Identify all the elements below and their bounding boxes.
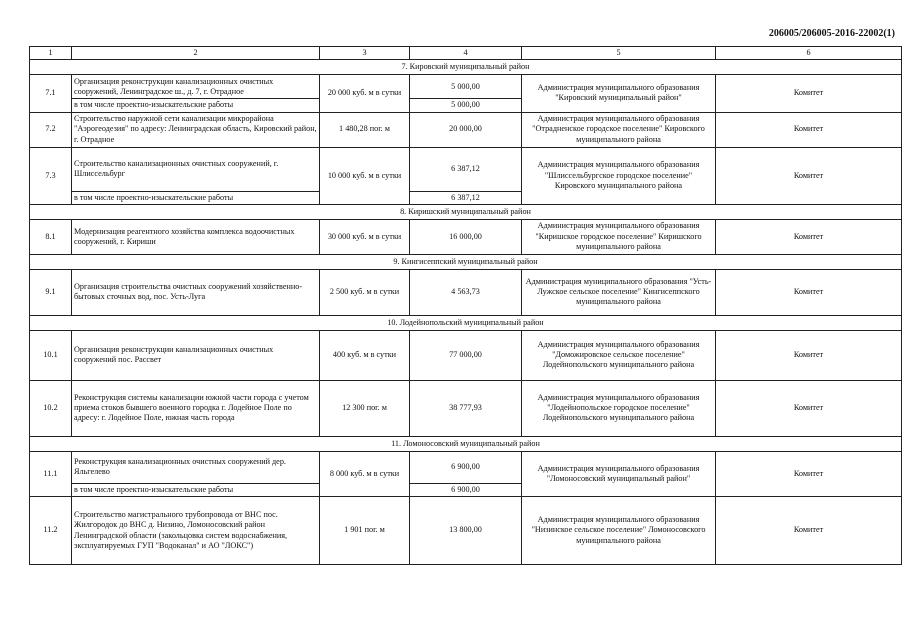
section-row xyxy=(30,315,902,330)
object-name: Организация реконструкции канализационных очистных сооружений, Ленинградское ш., д. 7, г. Отрадное xyxy=(72,75,320,99)
header-cell: 5 xyxy=(522,47,716,60)
section-title: 9. Кингисеппский муниципальный район xyxy=(30,254,902,269)
capacity: 30 000 куб. м в сутки xyxy=(320,219,410,254)
administration: Администрация муниципального образования "Киришское городское поселение" Киришского муниципального района xyxy=(522,219,716,254)
executor: Комитет xyxy=(716,451,902,496)
table-row xyxy=(30,330,902,380)
table-row xyxy=(30,147,902,191)
amount: 38 777,93 xyxy=(410,380,522,436)
table-row xyxy=(30,75,902,99)
sub-work-name: в том числе проектно-изыскательские работы xyxy=(72,483,320,496)
object-name: Организация реконструкции канализационных очистных сооружений пос. Рассвет xyxy=(72,330,320,380)
object-name: Организация строительства очистных сооружений хозяйственно-бытовых сточных вод, пос. Усть-Луга xyxy=(72,269,320,315)
section-title: 7. Кировский муниципальный район xyxy=(30,60,902,75)
section-title: 11. Ломоносовский муниципальный район xyxy=(30,436,902,451)
row-number: 9.1 xyxy=(30,269,72,315)
program-table xyxy=(29,46,902,565)
executor: Комитет xyxy=(716,380,902,436)
amount: 16 000,00 xyxy=(410,219,522,254)
executor: Комитет xyxy=(716,75,902,112)
header-cell: 2 xyxy=(72,47,320,60)
header-cell: 6 xyxy=(716,47,902,60)
administration: Администрация муниципального образования "Отрадненское городское поселение" Кировского муниципального района xyxy=(522,112,716,147)
executor: Комитет xyxy=(716,147,902,204)
row-number: 8.1 xyxy=(30,219,72,254)
row-number: 7.2 xyxy=(30,112,72,147)
table-row xyxy=(30,219,902,254)
row-number: 7.1 xyxy=(30,75,72,112)
sub-amount: 6 900,00 xyxy=(410,483,522,496)
capacity: 20 000 куб. м в сутки xyxy=(320,75,410,112)
section-title: 8. Киришский муниципальный район xyxy=(30,204,902,219)
executor: Комитет xyxy=(716,112,902,147)
section-row xyxy=(30,254,902,269)
administration: Администрация муниципального образования "Ломоносовский муниципальный район" xyxy=(522,451,716,496)
table-row xyxy=(30,451,902,483)
capacity: 1 901 пог. м xyxy=(320,497,410,565)
header-cell: 3 xyxy=(320,47,410,60)
capacity: 400 куб. м в сутки xyxy=(320,330,410,380)
object-name: Строительство магистрального трубопровода от ВНС пос. Жилгородок до ВНС д. Низино, Ломоносовский район Ленинградской области (закольцовка систем водоснабжения, эксплуатируемых ГУП "Водоканал" и АО "ЛОКС") xyxy=(72,497,320,565)
sub-work-name: в том числе проектно-изыскательские работы xyxy=(72,99,320,112)
administration: Администрация муниципального образования "Доможировское сельское поселение" Лодейнопольского муниципального района xyxy=(522,330,716,380)
amount: 6 900,00 xyxy=(410,451,522,483)
object-name: Реконструкция системы канализации южной части города с учетом приема стоков бывшего военного городка г. Лодейное Поле по адресу: г. Лодейное Поле, южная часть города xyxy=(72,380,320,436)
administration: Администрация муниципального образования "Шлиссельбургское городское поселение" Кировского муниципального района xyxy=(522,147,716,204)
amount: 6 387,12 xyxy=(410,147,522,191)
executor: Комитет xyxy=(716,330,902,380)
amount: 20 000,00 xyxy=(410,112,522,147)
section-row xyxy=(30,60,902,75)
executor: Комитет xyxy=(716,497,902,565)
capacity: 10 000 куб. м в сутки xyxy=(320,147,410,204)
amount: 5 000,00 xyxy=(410,75,522,99)
capacity: 12 300 пог. м xyxy=(320,380,410,436)
table-row xyxy=(30,112,902,147)
administration: Администрация муниципального образования "Лодейнопольское городское поселение" Лодейнопольского муниципального района xyxy=(522,380,716,436)
capacity: 8 000 куб. м в сутки xyxy=(320,451,410,496)
sub-amount: 5 000,00 xyxy=(410,99,522,112)
row-number: 10.1 xyxy=(30,330,72,380)
row-number: 7.3 xyxy=(30,147,72,204)
row-number: 11.1 xyxy=(30,451,72,496)
header-cell: 1 xyxy=(30,47,72,60)
administration: Администрация муниципального образования "Усть-Лужское сельское поселение" Кингисеппского муниципального района xyxy=(522,269,716,315)
sub-amount: 6 387,12 xyxy=(410,191,522,204)
sub-work-name: в том числе проектно-изыскательские работы xyxy=(72,191,320,204)
capacity: 1 480,28 пог. м xyxy=(320,112,410,147)
amount: 4 563,73 xyxy=(410,269,522,315)
document-id: 206005/206005-2016-22002(1) xyxy=(768,28,895,39)
object-name: Строительство наружной сети канализации микрорайона "Аэрогеодезия" по адресу: Ленинградская область, Кировский район, г. Отрадное xyxy=(72,112,320,147)
header-row xyxy=(30,47,902,60)
row-number: 11.2 xyxy=(30,497,72,565)
section-row xyxy=(30,436,902,451)
executor: Комитет xyxy=(716,269,902,315)
object-name: Модернизация реагентного хозяйства комплекса водоочистных сооружений, г. Кириши xyxy=(72,219,320,254)
object-name: Реконструкция канализационных очистных сооружений дер. Яльгелево xyxy=(72,451,320,483)
header-cell: 4 xyxy=(410,47,522,60)
administration: Администрация муниципального образования "Низинское сельское поселение" Ломоносовского муниципального района xyxy=(522,497,716,565)
capacity: 2 500 куб. м в сутки xyxy=(320,269,410,315)
table-row xyxy=(30,497,902,565)
object-name: Строительство канализационных очистных сооружений, г. Шлиссельбург xyxy=(72,147,320,191)
section-title: 10. Лодейнопольский муниципальный район xyxy=(30,315,902,330)
table-row xyxy=(30,269,902,315)
section-row xyxy=(30,204,902,219)
executor: Комитет xyxy=(716,219,902,254)
administration: Администрация муниципального образования "Кировский муниципальный район" xyxy=(522,75,716,112)
amount: 77 000,00 xyxy=(410,330,522,380)
amount: 13 800,00 xyxy=(410,497,522,565)
table-row xyxy=(30,380,902,436)
row-number: 10.2 xyxy=(30,380,72,436)
